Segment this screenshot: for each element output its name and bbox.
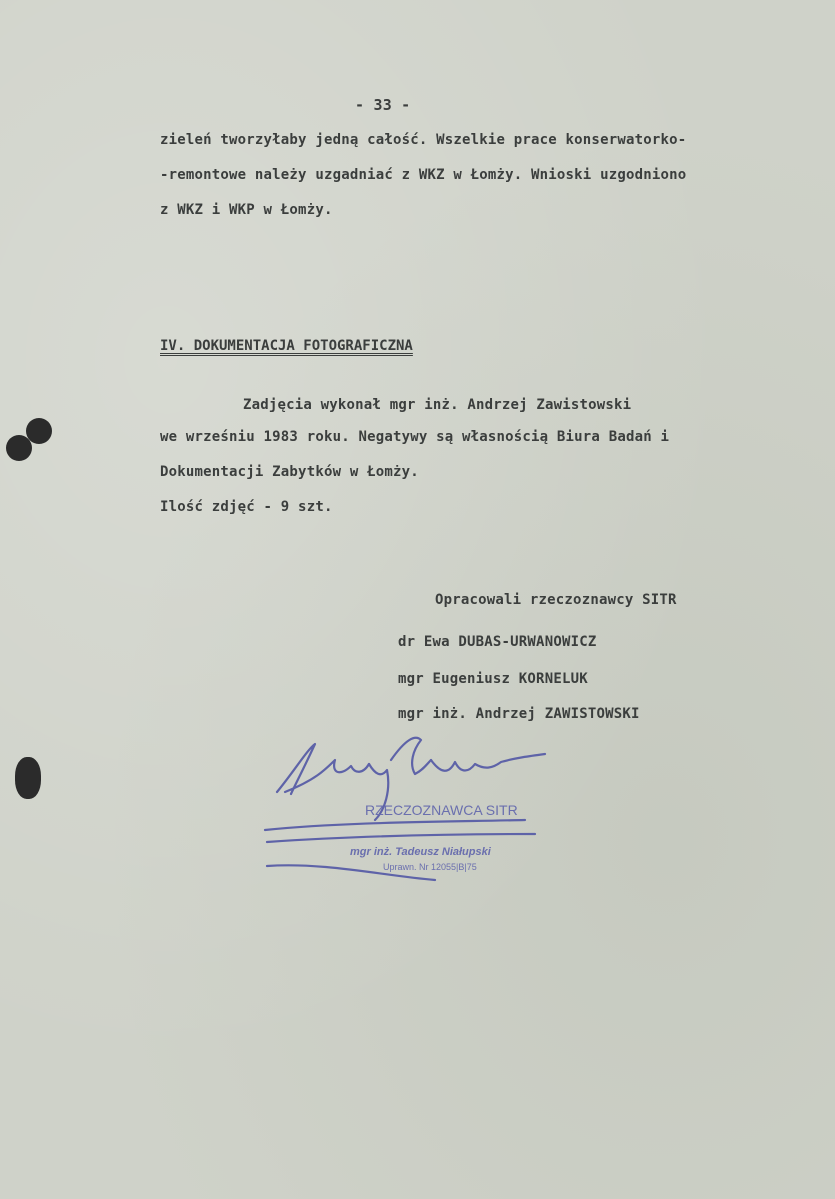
punch-hole-lower <box>15 757 41 799</box>
punch-hole-upper-b <box>26 418 52 444</box>
paragraph2-line4: Ilość zdjęć - 9 szt. <box>160 499 333 515</box>
author-1: dr Ewa DUBAS-URWANOWICZ <box>398 634 597 650</box>
stamp-license: Uprawn. Nr 12055|B|75 <box>383 862 477 872</box>
paragraph2-line1: Zadjęcia wykonał mgr inż. Andrzej Zawistowski <box>243 397 632 413</box>
stamp-title: RZECZOZNAWCA SITR <box>365 802 518 818</box>
paragraph1-line1: zieleń tworzyłaby jedną całość. Wszelkie prace konserwatorko- <box>160 132 687 148</box>
author-2: mgr Eugeniusz KORNELUK <box>398 671 588 687</box>
paragraph1-line3: z WKZ i WKP w Łomży. <box>160 202 333 218</box>
author-3: mgr inż. Andrzej ZAWISTOWSKI <box>398 706 640 722</box>
signature-stamp-area <box>255 730 575 900</box>
page-number: - 33 - <box>355 96 411 114</box>
authors-intro: Opracowali rzeczoznawcy SITR <box>435 592 677 608</box>
paragraph2-line3: Dokumentacji Zabytków w Łomży. <box>160 464 419 480</box>
paragraph1-line2: -remontowe należy uzgadniać z WKZ w Łomży. Wnioski uzgodniono <box>160 167 687 183</box>
stamp-name: mgr inż. Tadeusz Niałupski <box>350 846 491 858</box>
paragraph2-line2: we wrześniu 1983 roku. Negatywy są własnością Biura Badań i <box>160 429 670 445</box>
section-heading: IV. DOKUMENTACJA FOTOGRAFICZNA <box>160 338 413 354</box>
